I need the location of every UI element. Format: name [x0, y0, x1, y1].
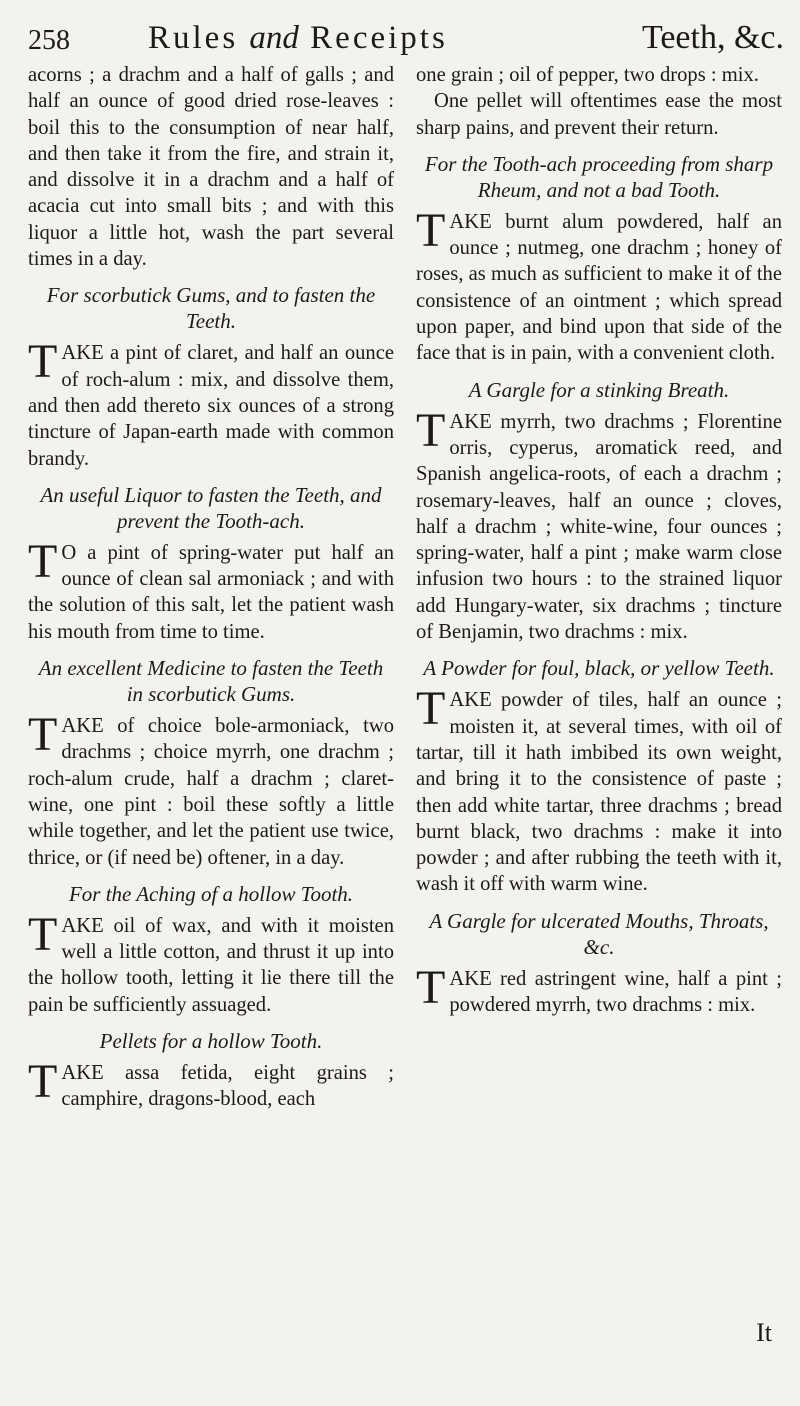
- drop-cap: T: [28, 534, 58, 588]
- paragraph: acorns ; a drachm and a half of galls ; and half an ounce of good dried rose-leaves : boil this to the consumption of near half, and then take it from the fire, and strain it, and dissolve it in a drachm and a half of acacia cut into small bits ; and with this liquor a little hot, wash the part several times in a day.: [28, 64, 394, 271]
- text-columns: [28, 62, 784, 1113]
- recipe-heading: An excellent Medicine to fasten the Teeth in scorbutick Gums.: [38, 656, 384, 707]
- drop-cap: T: [28, 907, 58, 961]
- running-title: Rules and Receipts: [148, 20, 448, 56]
- paragraph: One pellet will oftentimes ease the most sharp pains, and prevent their return.: [416, 90, 782, 139]
- paragraph: TAKE burnt alum powdered, half an ounce ; nutmeg, one drachm ; honey of roses, as much as sufficient to make it of the consistence of an ointment ; which spread upon paper, and bind upon that side of the face that is in pain, with a convenient cloth.: [416, 203, 782, 365]
- page-number: 258: [28, 25, 70, 56]
- recipe-heading: For the Aching of a hollow Tooth.: [68, 881, 354, 906]
- paragraph: TAKE a pint of claret, and half an ounce of roch-alum : mix, and dissolve them, and then add thereto six ounces of a strong tincture of Japan-earth made with common brandy.: [28, 335, 394, 470]
- drop-cap: T: [28, 708, 58, 762]
- drop-cap: T: [28, 1055, 58, 1109]
- recipe-heading: A Gargle for ulcerated Mouths, Throats, &c.: [429, 908, 769, 959]
- paragraph: TAKE powder of tiles, half an ounce ; moisten it, at several times, with oil of tartar, till it hath imbibed its own weight, and bring it to the consistence of paste ; then add white tartar, three drachms ; bread burnt black, two drachms : make it into powder ; and after rubbing the teeth with it, wash it off with warm wine.: [416, 682, 782, 896]
- catchword: It: [756, 1318, 772, 1347]
- paragraph: one grain ; oil of pepper, two drops : mix.: [416, 64, 759, 86]
- drop-cap: T: [416, 682, 446, 736]
- left-column: [28, 62, 394, 1113]
- paragraph: TAKE assa fetida, eight grains ; camphire, dragons-blood, each: [28, 1055, 394, 1111]
- drop-cap: T: [416, 203, 446, 257]
- recipe-heading: A Powder for foul, black, or yellow Teeth.: [423, 656, 775, 681]
- paragraph: TAKE oil of wax, and with it moisten well a little cotton, and thrust it up into the hollow tooth, letting it lie there till the pain be sufficiently assuaged.: [28, 907, 394, 1016]
- right-column: [416, 62, 782, 1113]
- recipe-heading: For scorbutick Gums, and to fasten the Teeth.: [46, 283, 376, 334]
- paragraph: TAKE of choice bole-armoniack, two drachms ; choice myrrh, one drachm ; roch-alum crude, half a drachm ; claret-wine, one pint : boil these softly a little while together, and let the patient use twice, thrice, or (if need be) oftener, in a day.: [28, 708, 394, 869]
- drop-cap: T: [416, 960, 446, 1014]
- recipe-heading: A Gargle for a stinking Breath.: [468, 377, 730, 402]
- drop-cap: T: [416, 403, 446, 457]
- recipe-heading: An useful Liquor to fasten the Teeth, and prevent the Tooth-ach.: [40, 482, 382, 533]
- paragraph: TAKE red astringent wine, half a pint ; powdered myrrh, two drachms : mix.: [416, 960, 782, 1017]
- recipe-heading: For the Tooth-ach proceeding from sharp Rheum, and not a bad Tooth.: [424, 151, 774, 202]
- paragraph: T O a pint of spring-water put half an ounce of clean sal armoniack ; and with the solution of this salt, let the patient wash his mouth from time to time.: [28, 534, 394, 643]
- paragraph: TAKE myrrh, two drachms ; Florentine orris, cyperus, aromatick reed, and Spanish angelica-roots, of each a drachm ; rosemary-leaves, half an ounce ; cloves, half a drachm ; white-wine, four ounces ; spring-water, half a pint ; make warm close infusion two hours : to the strained liquor add Hungary-water, six drachms ; tincture of Benjamin, two drachms : mix.: [416, 403, 782, 644]
- drop-cap: T: [28, 335, 58, 389]
- recipe-heading: Pellets for a hollow Tooth.: [99, 1029, 323, 1054]
- running-subject: Teeth, &c.: [641, 19, 784, 56]
- running-head: [28, 16, 784, 60]
